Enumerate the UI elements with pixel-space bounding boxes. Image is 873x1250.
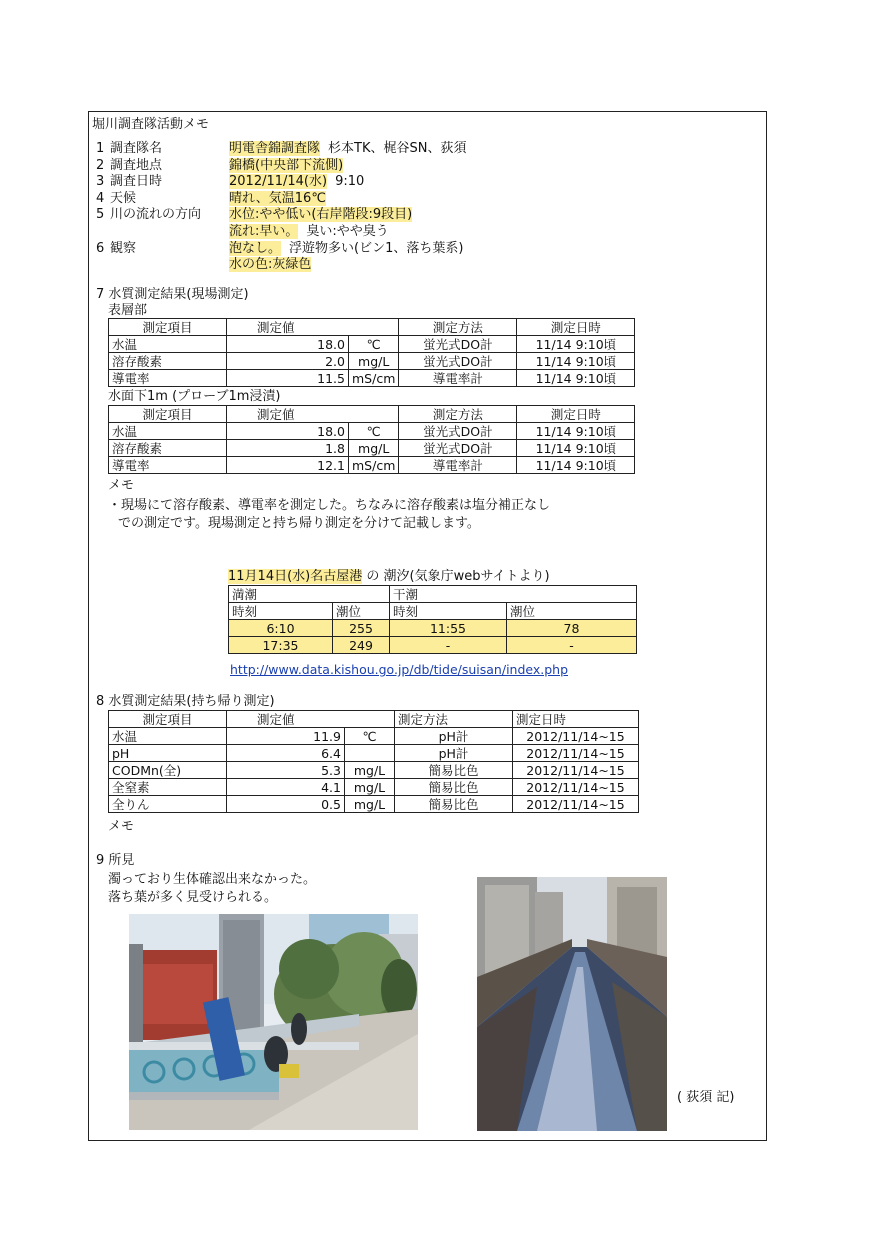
table-header-row bbox=[109, 319, 635, 336]
bridge-photo bbox=[129, 914, 418, 1130]
method-cell: 簡易比色 bbox=[395, 796, 513, 813]
info-num: 1 bbox=[96, 141, 105, 156]
table-row bbox=[109, 336, 635, 353]
info-value-line bbox=[229, 224, 389, 240]
item-cell: 水温 bbox=[109, 423, 227, 440]
tide-high-level-cell: 249 bbox=[333, 637, 390, 654]
surface-table bbox=[108, 318, 635, 387]
info-extra: 杉本TK、梶谷SN、荻須 bbox=[328, 141, 467, 156]
info-value-line bbox=[229, 174, 364, 190]
info-label: 観察 bbox=[110, 241, 137, 256]
item-cell: 水温 bbox=[109, 336, 227, 353]
info-value: 晴れ、気温16℃ bbox=[229, 191, 326, 206]
tide-row bbox=[229, 620, 637, 637]
method-cell: 導電率計 bbox=[399, 370, 517, 387]
tide-high-time-cell: 17:35 bbox=[229, 637, 333, 654]
unit-cell: mg/L bbox=[349, 353, 399, 370]
info-num: 6 bbox=[96, 241, 105, 256]
table-row bbox=[109, 440, 635, 457]
unit-cell bbox=[345, 745, 395, 762]
table-row bbox=[109, 457, 635, 474]
level-header: 潮位 bbox=[333, 603, 390, 620]
value-cell: 18.0 bbox=[227, 423, 349, 440]
tide-row bbox=[229, 637, 637, 654]
header-method: 測定方法 bbox=[395, 711, 513, 728]
datetime-cell: 11/14 9:10頃 bbox=[517, 440, 635, 457]
unit-cell: mg/L bbox=[345, 762, 395, 779]
level-header: 潮位 bbox=[507, 603, 637, 620]
table-row bbox=[109, 796, 639, 813]
section7-heading: 7 水質測定結果(現場測定) bbox=[96, 287, 249, 302]
high-tide-label: 満潮 bbox=[229, 586, 390, 603]
datetime-cell: 2012/11/14~15 bbox=[513, 796, 639, 813]
value-cell: 5.3 bbox=[227, 762, 345, 779]
river-photo bbox=[477, 877, 667, 1131]
page-title: 堀川調査隊活動メモ bbox=[92, 117, 210, 132]
findings-line-2: 落ち葉が多く見受けられる。 bbox=[108, 890, 278, 905]
item-cell: 全窒素 bbox=[109, 779, 227, 796]
time-header: 時刻 bbox=[229, 603, 333, 620]
info-value: 泡なし。 bbox=[229, 241, 282, 256]
takehome-table bbox=[108, 710, 639, 813]
method-cell: 蛍光式DO計 bbox=[399, 336, 517, 353]
section9-heading: 9 所見 bbox=[96, 853, 135, 868]
item-cell: 導電率 bbox=[109, 457, 227, 474]
item-cell: 導電率 bbox=[109, 370, 227, 387]
depth-label: 水面下1m (プローブ1m浸漬) bbox=[108, 389, 281, 404]
info-num: 3 bbox=[96, 174, 105, 189]
unit-cell: mS/cm bbox=[349, 457, 399, 474]
tide-group-row bbox=[229, 586, 637, 603]
datetime-cell: 11/14 9:10頃 bbox=[517, 457, 635, 474]
memo-line-2: での測定です。現場測定と持ち帰り測定を分けて記載します。 bbox=[118, 516, 480, 531]
table-header-row bbox=[109, 711, 639, 728]
info-extra: 浮遊物多い(ビン1、落ち葉系) bbox=[289, 241, 464, 256]
value-cell: 4.1 bbox=[227, 779, 345, 796]
info-value: 錦橋(中央部下流側) bbox=[229, 158, 344, 173]
tide-low-time-cell: 11:55 bbox=[390, 620, 507, 637]
table-row bbox=[109, 779, 639, 796]
info-label: 天候 bbox=[110, 191, 137, 206]
info-extra: 臭い:やや臭う bbox=[306, 224, 389, 239]
unit-cell: mg/L bbox=[349, 440, 399, 457]
depth-table bbox=[108, 405, 635, 474]
memo-line-1: ・現場にて溶存酸素、導電率を測定した。ちなみに溶存酸素は塩分補正なし bbox=[108, 498, 551, 513]
findings-line-1: 濁っており生体確認出来なかった。 bbox=[108, 872, 317, 887]
datetime-cell: 2012/11/14~15 bbox=[513, 728, 639, 745]
method-cell: pH計 bbox=[395, 728, 513, 745]
info-value: 水位:やや低い(右岸階段:9段目) bbox=[229, 207, 413, 222]
tide-source-url[interactable]: http://www.data.kishou.go.jp/db/tide/suisan/index.php bbox=[230, 662, 569, 677]
table-row bbox=[109, 353, 635, 370]
method-cell: 導電率計 bbox=[399, 457, 517, 474]
low-tide-label: 干潮 bbox=[390, 586, 637, 603]
info-value-line bbox=[229, 158, 351, 174]
header-item: 測定項目 bbox=[109, 406, 227, 423]
tide-low-level-cell: - bbox=[507, 637, 637, 654]
table-row bbox=[109, 762, 639, 779]
header-datetime: 測定日時 bbox=[517, 319, 635, 336]
river-photo-image bbox=[477, 877, 667, 1131]
value-cell: 2.0 bbox=[227, 353, 349, 370]
info-extra: 9:10 bbox=[335, 174, 365, 189]
info-value-line bbox=[229, 257, 319, 273]
tide-low-time-cell: - bbox=[390, 637, 507, 654]
info-value-line bbox=[229, 207, 420, 223]
header-method: 測定方法 bbox=[399, 406, 517, 423]
method-cell: 蛍光式DO計 bbox=[399, 423, 517, 440]
unit-cell: ℃ bbox=[349, 423, 399, 440]
info-num: 5 bbox=[96, 207, 105, 222]
table-row bbox=[109, 728, 639, 745]
datetime-cell: 11/14 9:10頃 bbox=[517, 336, 635, 353]
item-cell: CODMn(全) bbox=[109, 762, 227, 779]
item-cell: 水温 bbox=[109, 728, 227, 745]
info-value: 2012/11/14(水) bbox=[229, 174, 328, 189]
surface-label: 表層部 bbox=[108, 303, 148, 318]
datetime-cell: 11/14 9:10頃 bbox=[517, 370, 635, 387]
section8-heading: 8 水質測定結果(持ち帰り測定) bbox=[96, 694, 275, 709]
header-datetime: 測定日時 bbox=[517, 406, 635, 423]
item-cell: 溶存酸素 bbox=[109, 440, 227, 457]
method-cell: 簡易比色 bbox=[395, 762, 513, 779]
unit-cell: mg/L bbox=[345, 796, 395, 813]
value-cell: 11.5 bbox=[227, 370, 349, 387]
header-value: 測定値 bbox=[227, 711, 395, 728]
unit-cell: ℃ bbox=[349, 336, 399, 353]
table-header-row bbox=[109, 406, 635, 423]
tide-low-level-cell: 78 bbox=[507, 620, 637, 637]
signature: ( 荻須 記) bbox=[677, 1090, 735, 1105]
info-label: 調査隊名 bbox=[110, 141, 163, 156]
value-cell: 1.8 bbox=[227, 440, 349, 457]
time-header: 時刻 bbox=[390, 603, 507, 620]
value-cell: 6.4 bbox=[227, 745, 345, 762]
value-cell: 18.0 bbox=[227, 336, 349, 353]
unit-cell: mg/L bbox=[345, 779, 395, 796]
value-cell: 0.5 bbox=[227, 796, 345, 813]
table-row bbox=[109, 370, 635, 387]
table-row bbox=[109, 745, 639, 762]
info-value: 水の色:灰緑色 bbox=[229, 257, 312, 272]
header-value: 測定値 bbox=[227, 406, 399, 423]
datetime-cell: 2012/11/14~15 bbox=[513, 762, 639, 779]
datetime-cell: 2012/11/14~15 bbox=[513, 745, 639, 762]
method-cell: 蛍光式DO計 bbox=[399, 353, 517, 370]
datetime-cell: 11/14 9:10頃 bbox=[517, 353, 635, 370]
section8-memo-label: メモ bbox=[108, 819, 135, 834]
item-cell: 全りん bbox=[109, 796, 227, 813]
tide-table bbox=[228, 585, 637, 654]
memo-label: メモ bbox=[108, 478, 135, 493]
method-cell: 蛍光式DO計 bbox=[399, 440, 517, 457]
tide-caption-highlight: 11月14日(水)名古屋港 bbox=[228, 569, 363, 584]
item-cell: 溶存酸素 bbox=[109, 353, 227, 370]
info-label: 川の流れの方向 bbox=[110, 207, 202, 222]
tide-caption-rest: の 潮汐(気象庁webサイトより) bbox=[362, 569, 550, 584]
info-value-line bbox=[229, 191, 334, 207]
table-row bbox=[109, 423, 635, 440]
header-method: 測定方法 bbox=[399, 319, 517, 336]
header-item: 測定項目 bbox=[109, 319, 227, 336]
header-item: 測定項目 bbox=[109, 711, 227, 728]
unit-cell: mS/cm bbox=[349, 370, 399, 387]
info-num: 2 bbox=[96, 158, 105, 173]
datetime-cell: 11/14 9:10頃 bbox=[517, 423, 635, 440]
tide-caption bbox=[228, 569, 550, 585]
info-value-line bbox=[229, 141, 466, 157]
datetime-cell: 2012/11/14~15 bbox=[513, 779, 639, 796]
tide-source-link[interactable] bbox=[230, 659, 568, 678]
value-cell: 12.1 bbox=[227, 457, 349, 474]
info-value: 明電舎錦調査隊 bbox=[229, 141, 321, 156]
value-cell: 11.9 bbox=[227, 728, 345, 745]
tide-header-row bbox=[229, 603, 637, 620]
method-cell: pH計 bbox=[395, 745, 513, 762]
item-cell: pH bbox=[109, 745, 227, 762]
info-label: 調査日時 bbox=[110, 174, 163, 189]
info-num: 4 bbox=[96, 191, 105, 206]
tide-high-time-cell: 6:10 bbox=[229, 620, 333, 637]
info-label: 調査地点 bbox=[110, 158, 163, 173]
bridge-photo-image bbox=[129, 914, 418, 1130]
header-value: 測定値 bbox=[227, 319, 399, 336]
unit-cell: ℃ bbox=[345, 728, 395, 745]
header-datetime: 測定日時 bbox=[513, 711, 639, 728]
info-value: 流れ:早い。 bbox=[229, 224, 299, 239]
tide-high-level-cell: 255 bbox=[333, 620, 390, 637]
info-value-line bbox=[229, 241, 463, 257]
method-cell: 簡易比色 bbox=[395, 779, 513, 796]
